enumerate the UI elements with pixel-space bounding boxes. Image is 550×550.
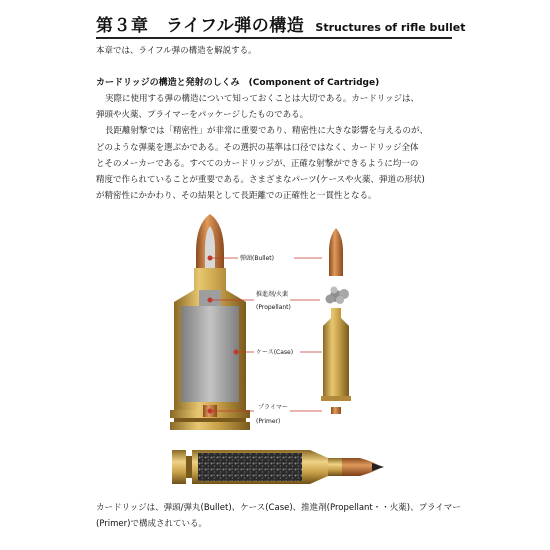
intro-text: 本章では、ライフル弾の構造を解説する。 xyxy=(96,46,257,56)
label-case: ケース(Case) xyxy=(256,349,294,356)
exploded-components xyxy=(321,228,351,414)
caption-line: (Primer)で構成されている。 xyxy=(96,519,207,529)
cutaway-cartridge xyxy=(170,214,250,430)
label-primer-en: (Primer) xyxy=(256,418,281,425)
body-line: 長距離射撃では「精密性」が非常に重要であり、精密性に大きな影響を与えるのが、 xyxy=(105,126,429,137)
chapter-title-jp: 第３章 ライフル弾の構造 xyxy=(96,16,305,36)
exploded-primer xyxy=(331,407,341,414)
label-propellant-jp: 推進剤/火薬 xyxy=(256,291,289,298)
body-line: 精度で作られていることが重要である。さまざまなパーツ(ケースや火薬、弾道の形状) xyxy=(96,175,425,186)
caption-line: カードリッジは、弾頭/弾丸(Bullet)、ケース(Case)、推進剤(Propellant・・火薬)、プライマー xyxy=(96,503,461,513)
body-line: 実際に使用する弾の構造について知っておくことは大切である。カードリッジは、 xyxy=(105,94,419,104)
exploded-propellant xyxy=(326,287,350,305)
body-line: が精密性にかかわり、その結果として長距離での正確性と一貫性となる。 xyxy=(96,191,377,202)
body-line: 弾頭や火薬、プライマーをパッケージしたものである。 xyxy=(96,110,309,121)
chapter-title-en: Structures of rifle bullet xyxy=(315,21,466,34)
label-primer-jp: プライマー xyxy=(258,404,288,411)
exploded-bullet xyxy=(329,228,343,276)
figure-caption xyxy=(96,500,476,532)
body-line: どのような弾薬を選ぶかである。その選択の基準は口径ではなく、カードリッジ全体 xyxy=(96,142,419,153)
complete-propellant-window xyxy=(198,453,302,481)
exploded-case xyxy=(323,308,349,396)
section-heading: カードリッジの構造と発射のしくみ (Component of Cartridge) xyxy=(96,78,380,88)
bullet-tip xyxy=(372,463,384,471)
label-bullet: 弾頭(Bullet) xyxy=(240,255,274,262)
body-line: とそのメーカーである。すべてのカードリッジが、正確な射撃ができるように均一の xyxy=(96,158,419,169)
label-propellant-en: (Propellant) xyxy=(256,304,291,311)
cutaway-propellant xyxy=(181,306,239,402)
complete-cartridge xyxy=(172,450,384,484)
